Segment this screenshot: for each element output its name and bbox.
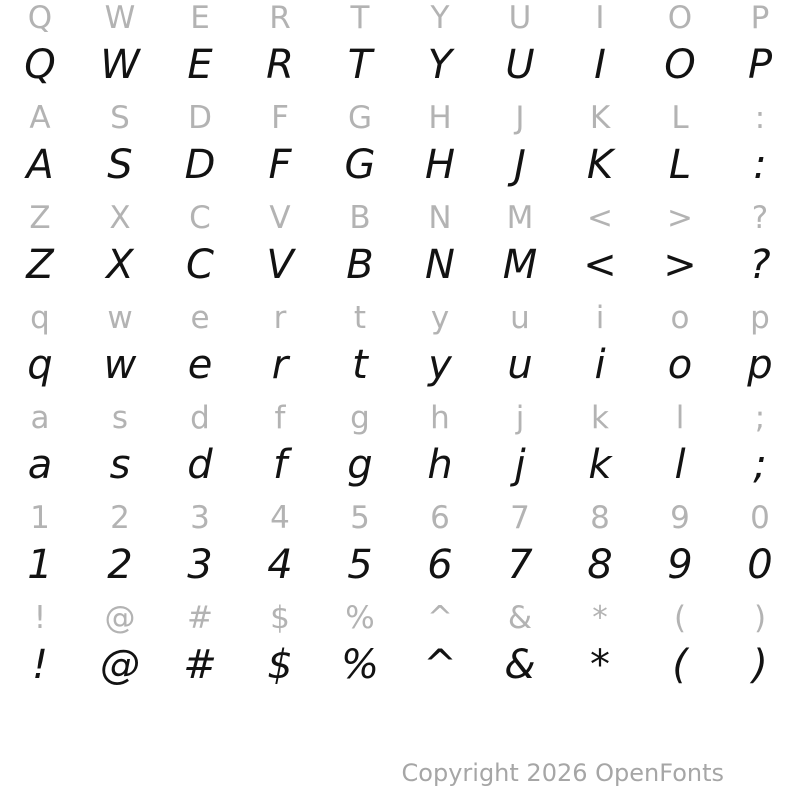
reference-glyph: ( [673,600,687,636]
specimen-glyph: ! [31,642,49,688]
reference-glyph: V [269,200,291,236]
reference-glyph: q [30,300,50,336]
specimen-glyph: 7 [507,542,533,588]
specimen-glyph: s [109,442,131,488]
character-row-pair [0,500,800,600]
reference-glyph: p [750,300,770,336]
reference-glyph: r [273,300,287,336]
reference-glyph: F [271,100,289,136]
specimen-glyph: k [588,442,612,488]
specimen-row [0,336,800,400]
specimen-glyph: O [664,42,696,88]
reference-glyph: L [671,100,689,136]
specimen-glyph: t [352,342,368,388]
reference-glyph: # [187,600,213,636]
reference-glyph: o [670,300,690,336]
reference-glyph: g [350,400,370,436]
specimen-glyph: & [504,642,536,688]
character-row-pair [0,100,800,200]
specimen-glyph: : [753,142,767,188]
specimen-glyph: 2 [107,542,133,588]
reference-glyph: 8 [590,500,610,536]
character-row-pair [0,200,800,300]
specimen-glyph: W [100,42,140,88]
reference-glyph: U [508,0,532,36]
character-row-pair [0,300,800,400]
specimen-glyph: % [340,642,379,688]
reference-glyph: d [190,400,210,436]
specimen-glyph: ) [752,642,768,688]
reference-glyph: 9 [670,500,690,536]
specimen-glyph: d [187,442,213,488]
reference-glyph: R [269,0,291,36]
reference-glyph: l [675,400,685,436]
reference-glyph: ^ [427,600,453,636]
reference-glyph: < [587,200,613,236]
reference-glyph: 3 [190,500,210,536]
specimen-glyph: 0 [747,542,773,588]
reference-glyph: H [428,100,452,136]
specimen-glyph: u [507,342,533,388]
reference-glyph: X [109,200,131,236]
specimen-glyph: o [667,342,693,388]
reference-glyph: ? [751,200,769,236]
reference-glyph: t [353,300,367,336]
copyright-notice: Copyright 2026 OpenFonts [401,759,724,787]
reference-row [0,300,800,336]
reference-glyph: E [190,0,210,36]
reference-glyph: % [345,600,375,636]
reference-glyph: : [754,100,766,136]
reference-row [0,400,800,436]
specimen-glyph: C [186,242,214,288]
specimen-glyph: V [266,242,294,288]
reference-glyph: J [515,100,525,136]
reference-glyph: y [430,300,450,336]
specimen-row [0,536,800,600]
specimen-row [0,236,800,300]
reference-glyph: 0 [750,500,770,536]
reference-glyph: * [592,600,608,636]
reference-glyph: 5 [350,500,370,536]
specimen-row [0,36,800,100]
specimen-glyph: R [266,42,294,88]
reference-glyph: M [506,200,534,236]
specimen-glyph: ; [753,442,767,488]
specimen-glyph: r [271,342,289,388]
reference-row [0,0,800,36]
specimen-glyph: U [505,42,535,88]
specimen-glyph: ^ [423,642,457,688]
specimen-row [0,436,800,500]
specimen-glyph: N [425,242,455,288]
character-row-pair [0,0,800,100]
specimen-glyph: $ [267,642,293,688]
reference-glyph: I [595,0,605,36]
specimen-row [0,636,800,700]
reference-glyph: 1 [30,500,50,536]
reference-glyph: w [107,300,133,336]
reference-glyph: > [667,200,693,236]
specimen-glyph: E [187,42,213,88]
reference-glyph: f [274,400,286,436]
specimen-glyph: 3 [187,542,213,588]
specimen-glyph: Q [24,42,56,88]
reference-glyph: j [515,400,525,436]
specimen-glyph: 5 [347,542,373,588]
specimen-glyph: ? [749,242,771,288]
reference-glyph: Q [27,0,53,36]
reference-glyph: ) [753,600,767,636]
reference-glyph: A [29,100,51,136]
specimen-glyph: 8 [587,542,613,588]
specimen-glyph: G [344,142,376,188]
reference-glyph: T [350,0,370,36]
reference-glyph: C [189,200,211,236]
reference-glyph: 2 [110,500,130,536]
specimen-glyph: A [26,142,54,188]
reference-glyph: 4 [270,500,290,536]
specimen-glyph: I [594,42,606,88]
specimen-glyph: w [103,342,137,388]
specimen-glyph: X [106,242,134,288]
reference-glyph: W [104,0,136,36]
specimen-glyph: a [27,442,53,488]
reference-glyph: @ [104,600,136,636]
reference-glyph: a [30,400,50,436]
reference-glyph: G [347,100,373,136]
specimen-glyph: @ [100,642,140,688]
specimen-glyph: F [268,142,292,188]
reference-glyph: k [591,400,609,436]
reference-glyph: O [667,0,693,36]
reference-row [0,600,800,636]
specimen-glyph: P [747,42,773,88]
specimen-glyph: q [27,342,53,388]
reference-glyph: & [507,600,533,636]
reference-row [0,200,800,236]
reference-row [0,100,800,136]
reference-glyph: 6 [430,500,450,536]
specimen-glyph: 6 [427,542,453,588]
reference-glyph: Z [29,200,51,236]
specimen-glyph: T [347,42,373,88]
specimen-glyph: M [502,242,538,288]
reference-glyph: $ [270,600,290,636]
specimen-glyph: j [514,442,526,488]
specimen-glyph: L [668,142,692,188]
reference-glyph: ! [33,600,47,636]
reference-glyph: i [595,300,605,336]
specimen-glyph: e [187,342,213,388]
reference-glyph: N [428,200,452,236]
reference-glyph: Y [430,0,450,36]
reference-glyph: S [110,100,130,136]
reference-glyph: e [190,300,210,336]
reference-glyph: h [430,400,450,436]
specimen-glyph: S [107,142,133,188]
specimen-glyph: f [272,442,288,488]
specimen-glyph: l [674,442,686,488]
specimen-glyph: Y [427,42,453,88]
specimen-glyph: 4 [267,542,293,588]
reference-glyph: D [188,100,212,136]
specimen-glyph: B [346,242,374,288]
specimen-glyph: 1 [27,542,53,588]
reference-glyph: 7 [510,500,530,536]
specimen-glyph: < [583,242,617,288]
reference-row [0,500,800,536]
specimen-glyph: J [514,142,526,188]
specimen-glyph: ( [672,642,688,688]
specimen-glyph: p [747,342,773,388]
specimen-glyph: D [184,142,216,188]
reference-glyph: B [349,200,371,236]
specimen-glyph: i [594,342,606,388]
specimen-glyph: Z [26,242,54,288]
specimen-glyph: h [427,442,453,488]
specimen-glyph: # [183,642,217,688]
reference-glyph: K [589,100,611,136]
specimen-glyph: * [590,642,610,688]
specimen-glyph: H [424,142,456,188]
character-row-pair [0,400,800,500]
specimen-glyph: > [663,242,697,288]
specimen-glyph: K [586,142,614,188]
specimen-glyph: g [347,442,373,488]
specimen-row [0,136,800,200]
reference-glyph: ; [754,400,766,436]
character-row-pair [0,600,800,700]
specimen-glyph: y [428,342,452,388]
specimen-glyph: 9 [667,542,693,588]
reference-glyph: P [750,0,770,36]
reference-glyph: s [111,400,129,436]
reference-glyph: u [510,300,530,336]
